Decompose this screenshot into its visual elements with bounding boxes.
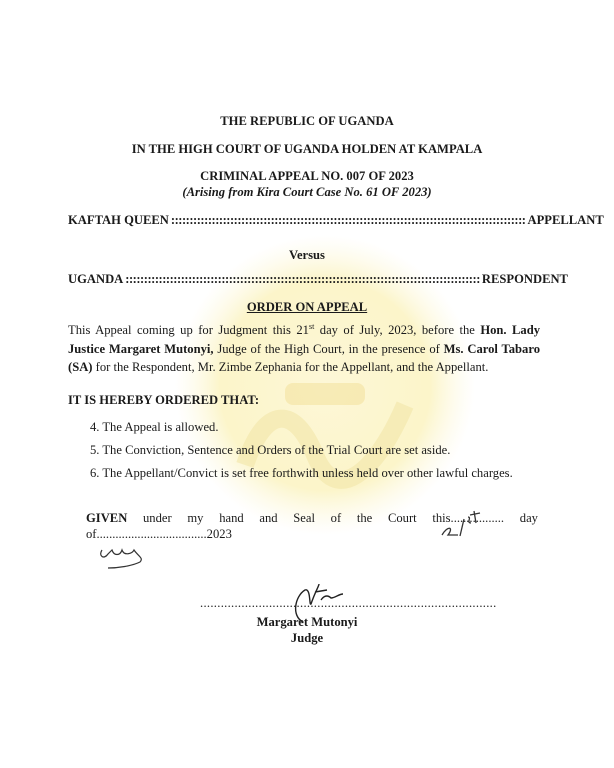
appellant-line [68,212,604,228]
given-word: of [330,510,342,525]
order-item: 5. The Conviction, Sentence and Orders of the Trial Court are set aside. [90,442,451,457]
order-item: 6. The Appellant/Convict is set free forthwith unless held over other lawful charges. [90,465,513,480]
given-word: the [356,510,373,525]
versus: Versus [289,248,325,262]
given-word: Court [387,510,417,525]
order-paragraph: This Appeal coming up for Judgment this 21st day of July, 2023, before the Hon. Lady Justice Margaret Mutonyi, Judge of the High Court, in the presence of Ms. Carol Tabaro (SA) for the Respondent, Mr. Zimbe Zephania for the Appellant, and the Appellant. [68,321,541,375]
ordered-heading: IT IS HEREBY ORDERED THAT: [68,392,260,407]
court-heading: IN THE HIGH COURT OF UGANDA HOLDEN AT KAMPALA [131,142,483,156]
given-word: GIVEN [86,510,128,525]
respondent-role: RESPONDENT [481,272,568,286]
separator-dots: :::::::::::::::::::::::::::::::::::::::::::::::::::::::::::::::::::::::::::::::::::::::::::::::: [125,272,480,286]
respondent-line [68,271,568,287]
given-word: day [519,510,538,525]
appellant-name: KAFTAH QUEEN [68,213,169,227]
handwritten-month [98,540,168,570]
signature-line: ...................................................................................... [200,595,497,610]
judge-title: Judge [290,630,324,645]
arising-from: (Arising from Kira Court Case No. 61 OF 2023) [182,185,432,199]
judge-name: Margaret Mutonyi [256,614,358,629]
order-title: ORDER ON APPEAL [246,300,368,314]
handwritten-day [420,505,500,545]
order-item: 4. The Appeal is allowed. [90,419,219,434]
appellant-role: APPELLANT [527,213,604,227]
given-word: hand [219,510,244,525]
given-line-2: of...................................2023 [86,526,232,541]
respondent-name: UGANDA [68,272,124,286]
given-word: this................. [432,510,505,525]
case-number: CRIMINAL APPEAL NO. 007 OF 2023 [200,169,414,183]
given-word: my [187,510,204,525]
judge-signature [285,578,355,628]
separator-dots: :::::::::::::::::::::::::::::::::::::::::::::::::::::::::::::::::::::::::::::::::::::::::::::::: [170,213,526,227]
given-word: under [143,510,172,525]
republic-heading: THE REPUBLIC OF UGANDA [220,114,394,128]
given-word: and [259,510,278,525]
given-word: Seal [293,510,315,525]
